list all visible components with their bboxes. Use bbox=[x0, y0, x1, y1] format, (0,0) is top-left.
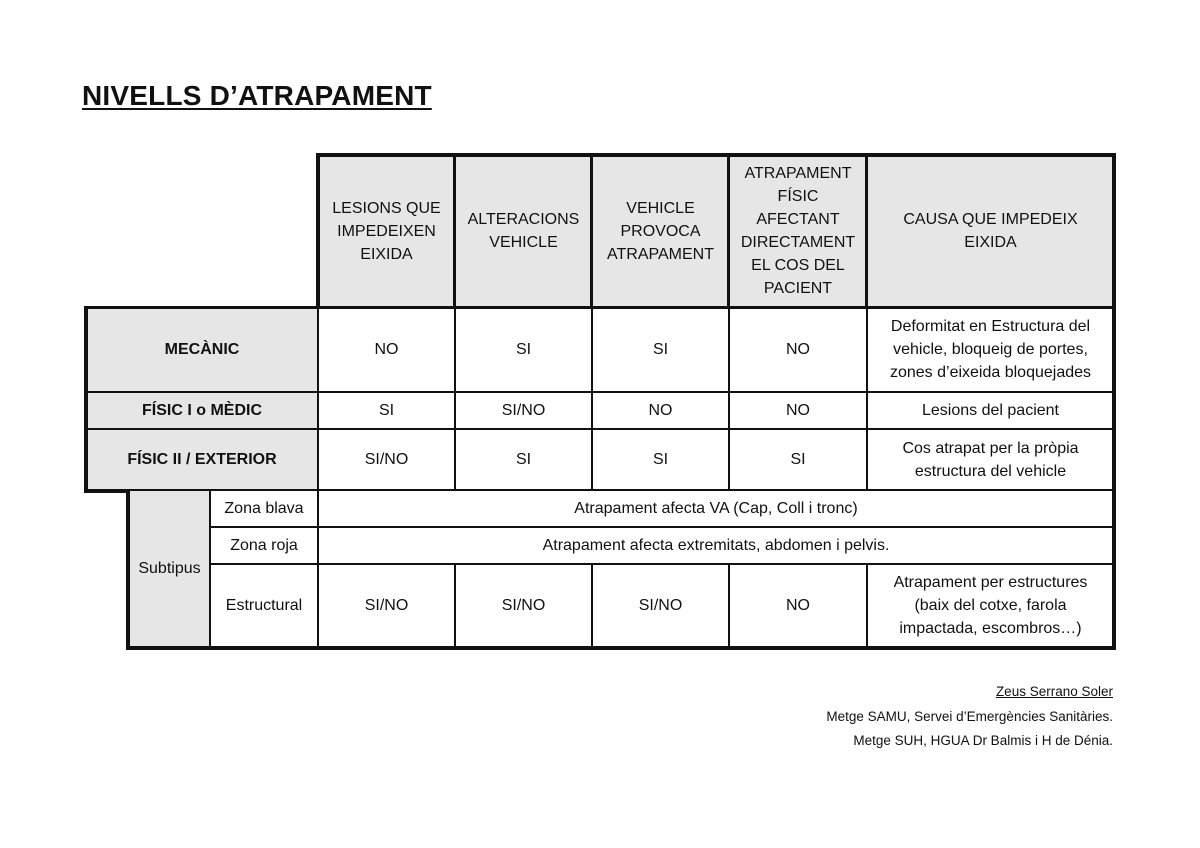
table-cell: SI/NO bbox=[318, 429, 455, 490]
table-cell: SI bbox=[592, 429, 729, 490]
header-vehicle-provoca: VEHICLE PROVOCA ATRAPAMENT bbox=[592, 155, 729, 307]
author-role-samu: Metge SAMU, Servei d’Emergències Sanitàries. bbox=[826, 709, 1113, 724]
row-label-zona-roja: Zona roja bbox=[210, 527, 318, 564]
zona-roja-text: Atrapament afecta extremitats, abdomen i pelvis. bbox=[318, 527, 1114, 564]
row-label-fisic-i: FÍSIC I o MÈDIC bbox=[86, 392, 318, 429]
table-border bbox=[865, 153, 868, 308]
table-cell: SI/NO bbox=[318, 564, 455, 647]
table-border bbox=[590, 153, 593, 308]
author-role-suh: Metge SUH, HGUA Dr Balmis i H de Dénia. bbox=[853, 733, 1113, 748]
author-name: Zeus Serrano Soler bbox=[995, 684, 1113, 699]
row-label-mecanic: MECÀNIC bbox=[86, 307, 318, 392]
table-cell: SI bbox=[592, 307, 729, 392]
header-atrapament-fisic: ATRAPAMENT FÍSIC AFECTANT DIRECTAMENT EL COS DEL PACIENT bbox=[729, 155, 867, 307]
table-cell: SI bbox=[729, 429, 867, 490]
table-border bbox=[316, 153, 1116, 157]
table-border bbox=[316, 153, 320, 309]
table-cell: SI bbox=[455, 307, 592, 392]
table-border bbox=[453, 153, 456, 308]
table-divider bbox=[866, 564, 868, 647]
table-divider bbox=[129, 489, 1116, 491]
row-label-zona-blava: Zona blava bbox=[210, 490, 318, 527]
table-divider bbox=[591, 307, 593, 490]
table-divider bbox=[454, 564, 456, 647]
header-alteracions: ALTERACIONS VEHICLE bbox=[455, 155, 592, 307]
table-divider bbox=[591, 564, 593, 647]
table-cell: Deformitat en Estructura del vehicle, bloqueig de portes, zones d’eixeida bloquejades bbox=[867, 307, 1114, 392]
table-divider bbox=[866, 307, 868, 490]
table-cell: Cos atrapat per la pròpia estructura del vehicle bbox=[867, 429, 1114, 490]
zona-blava-text: Atrapament afecta VA (Cap, Coll i tronc) bbox=[318, 490, 1114, 527]
table-cell: NO bbox=[729, 564, 867, 647]
table-cell: SI/NO bbox=[592, 564, 729, 647]
table-cell: NO bbox=[318, 307, 455, 392]
table-divider bbox=[728, 564, 730, 647]
table-border bbox=[126, 489, 130, 650]
row-label-fisic-ii: FÍSIC II / EXTERIOR bbox=[86, 429, 318, 490]
table-cell: SI bbox=[455, 429, 592, 490]
header-causa: CAUSA QUE IMPEDEIX EIXIDA bbox=[867, 155, 1114, 307]
table-divider bbox=[210, 563, 1116, 565]
table-cell: NO bbox=[592, 392, 729, 429]
table-divider bbox=[728, 307, 730, 490]
table-cell: NO bbox=[729, 392, 867, 429]
table-cell: Atrapament per estructures (baix del cotxe, farola impactada, escombros…) bbox=[867, 564, 1114, 647]
table-divider bbox=[86, 391, 1116, 393]
table-border bbox=[84, 489, 130, 493]
table-divider bbox=[317, 307, 319, 490]
table-cell: NO bbox=[729, 307, 867, 392]
table-border bbox=[727, 153, 730, 308]
row-label-subtipus: Subtipus bbox=[129, 490, 210, 647]
table-border bbox=[1112, 153, 1116, 650]
table-divider bbox=[86, 428, 1116, 430]
table-divider bbox=[210, 526, 1116, 528]
page-title: NIVELLS D’ATRAPAMENT bbox=[82, 80, 432, 111]
table-cell: Lesions del pacient bbox=[867, 392, 1114, 429]
table-cell: SI/NO bbox=[455, 392, 592, 429]
table-cell: SI/NO bbox=[455, 564, 592, 647]
table-cell: SI bbox=[318, 392, 455, 429]
table-divider bbox=[317, 490, 319, 647]
table-divider bbox=[209, 490, 211, 647]
row-label-estructural: Estructural bbox=[210, 564, 318, 647]
table-divider bbox=[454, 307, 456, 490]
header-lesions: LESIONS QUE IMPEDEIXEN EIXIDA bbox=[318, 155, 455, 307]
table-border bbox=[84, 306, 88, 493]
table-border bbox=[126, 646, 1116, 650]
table-border bbox=[84, 306, 1116, 309]
